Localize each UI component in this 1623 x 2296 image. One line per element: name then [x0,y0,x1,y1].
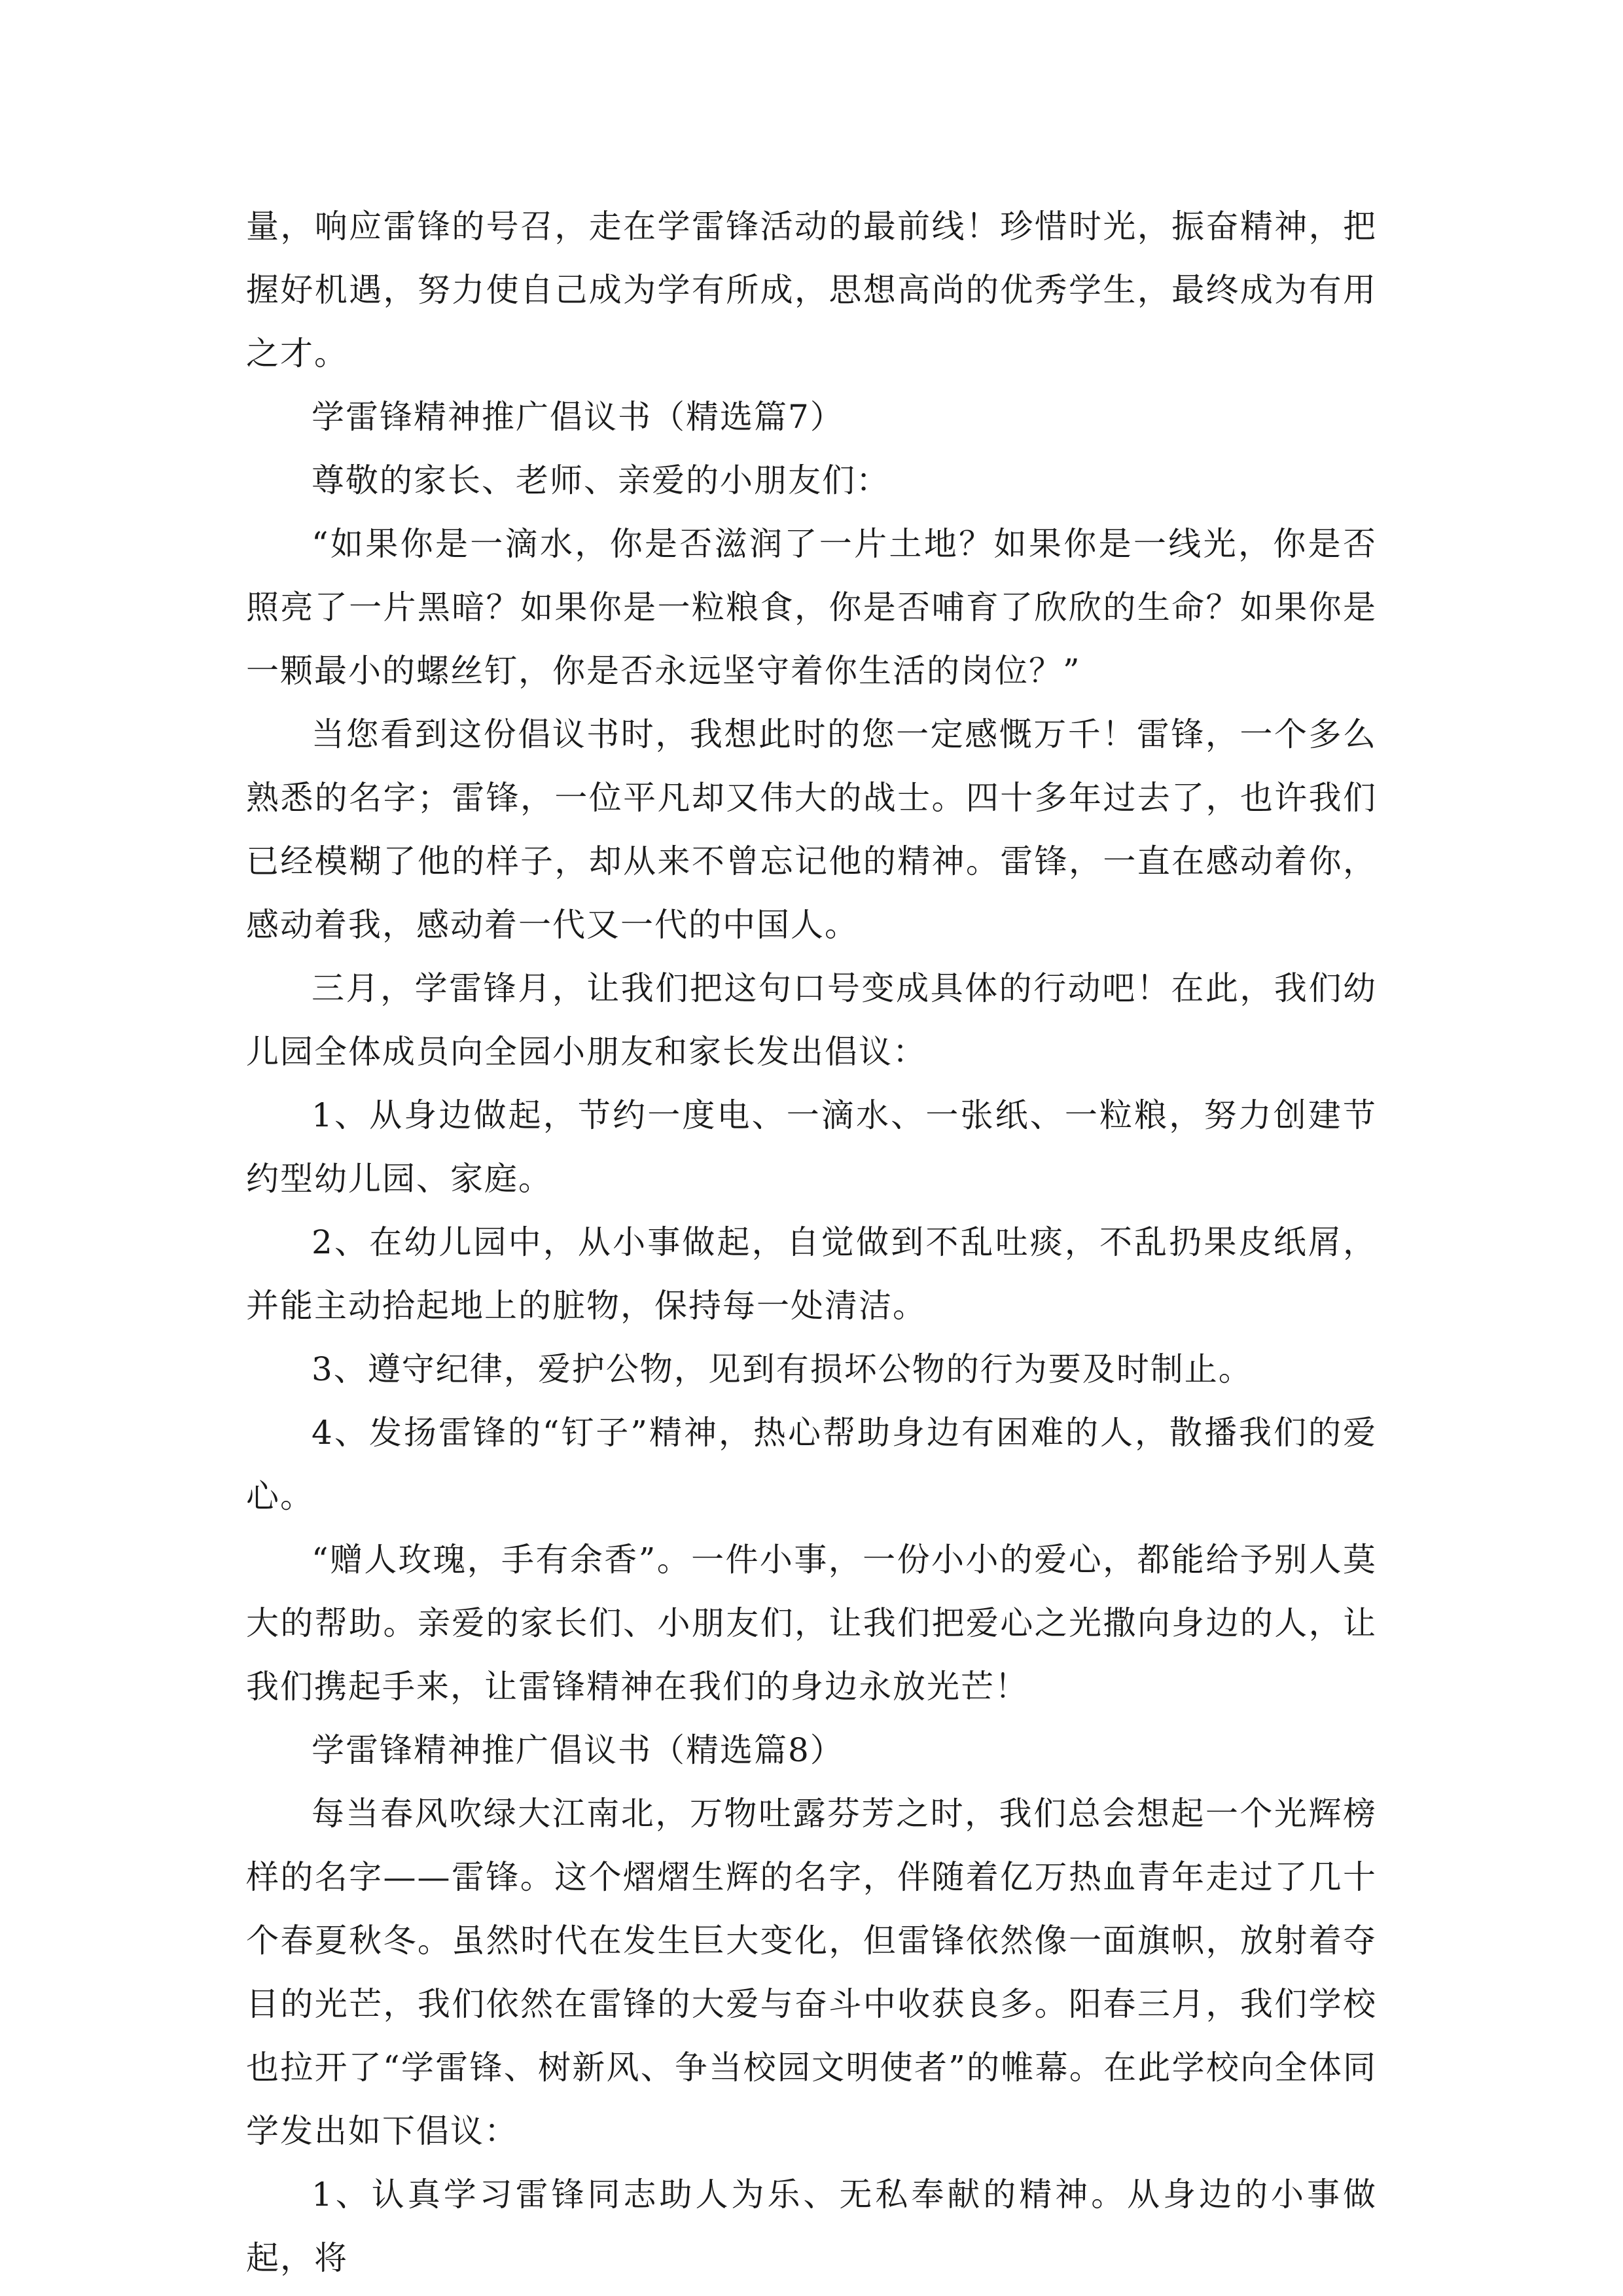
paragraph-salutation: 尊敬的家长、老师、亲爱的小朋友们： [312,461,890,499]
paragraph-quote: “如果你是一滴水，你是否滋润了一片土地？如果你是一线光，你是否照亮了一片黑暗？如果你是一粒粮食，你是否哺育了欣欣的生命？如果你是一颗最小的螺丝钉，你是否永远坚守着你生活的岗位？” [246,525,1377,690]
paragraph-march: 三月，学雷锋月，让我们把这句口号变成具体的行动吧！在此，我们幼儿园全体成员向全园小朋友和家长发出倡议： [246,969,1377,1071]
section-heading-7: 学雷锋精神推广倡议书（精选篇7） [312,398,844,436]
paragraph-rose: “赠人玫瑰，手有余香”。一件小事，一份小小的爱心，都能给予别人莫大的帮助。亲爱的家长们、小朋友们，让我们把爱心之光撒向身边的人，让我们携起手来，让雷锋精神在我们的身边永放光芒！ [246,1541,1377,1706]
list-item-1: 1、从身边做起，节约一度电、一滴水、一张纸、一粒粮，努力创建节约型幼儿园、家庭。 [246,1096,1377,1198]
paragraph-intro: 当您看到这份倡议书时，我想此时的您一定感慨万千！雷锋，一个多么熟悉的名字；雷锋，一位平凡却又伟大的战士。四十多年过去了，也许我们已经模糊了他的样子，却从来不曾忘记他的精神。雷锋，一直在感动着你，感动着我，感动着一代又一代的中国人。 [246,715,1377,944]
list-item-3: 3、遵守纪律，爱护公物，见到有损坏公物的行为要及时制止。 [312,1350,1253,1388]
list-item-8-1: 1、认真学习雷锋同志助人为乐、无私奉献的精神。从身边的小事做起，将 [246,2176,1377,2277]
paragraph-continuation: 量，响应雷锋的号召，走在学雷锋活动的最前线！珍惜时光，振奋精神，把握好机遇，努力使自己成为学有所成，思想高尚的优秀学生，最终成为有用之才。 [246,207,1377,372]
document-body [246,195,1377,2290]
list-item-2: 2、在幼儿园中，从小事做起，自觉做到不乱吐痰，不乱扔果皮纸屑，并能主动拾起地上的脏物，保持每一处清洁。 [246,1223,1377,1325]
paragraph-spring: 每当春风吹绿大江南北，万物吐露芬芳之时，我们总会想起一个光辉榜样的名字——雷锋。这个熠熠生辉的名字，伴随着亿万热血青年走过了几十个春夏秋冬。虽然时代在发生巨大变化，但雷锋依然像一面旗帜，放射着夺目的光芒，我们依然在雷锋的大爱与奋斗中收获良多。阳春三月，我们学校也拉开了“学雷锋、树新风、争当校园文明使者”的帷幕。在此学校向全体同学发出如下倡议： [246,1795,1377,2150]
list-item-4: 4、发扬雷锋的“钉子”精神，热心帮助身边有困难的人，散播我们的爱心。 [246,1414,1377,1515]
section-heading-8: 学雷锋精神推广倡议书（精选篇8） [312,1731,844,1769]
